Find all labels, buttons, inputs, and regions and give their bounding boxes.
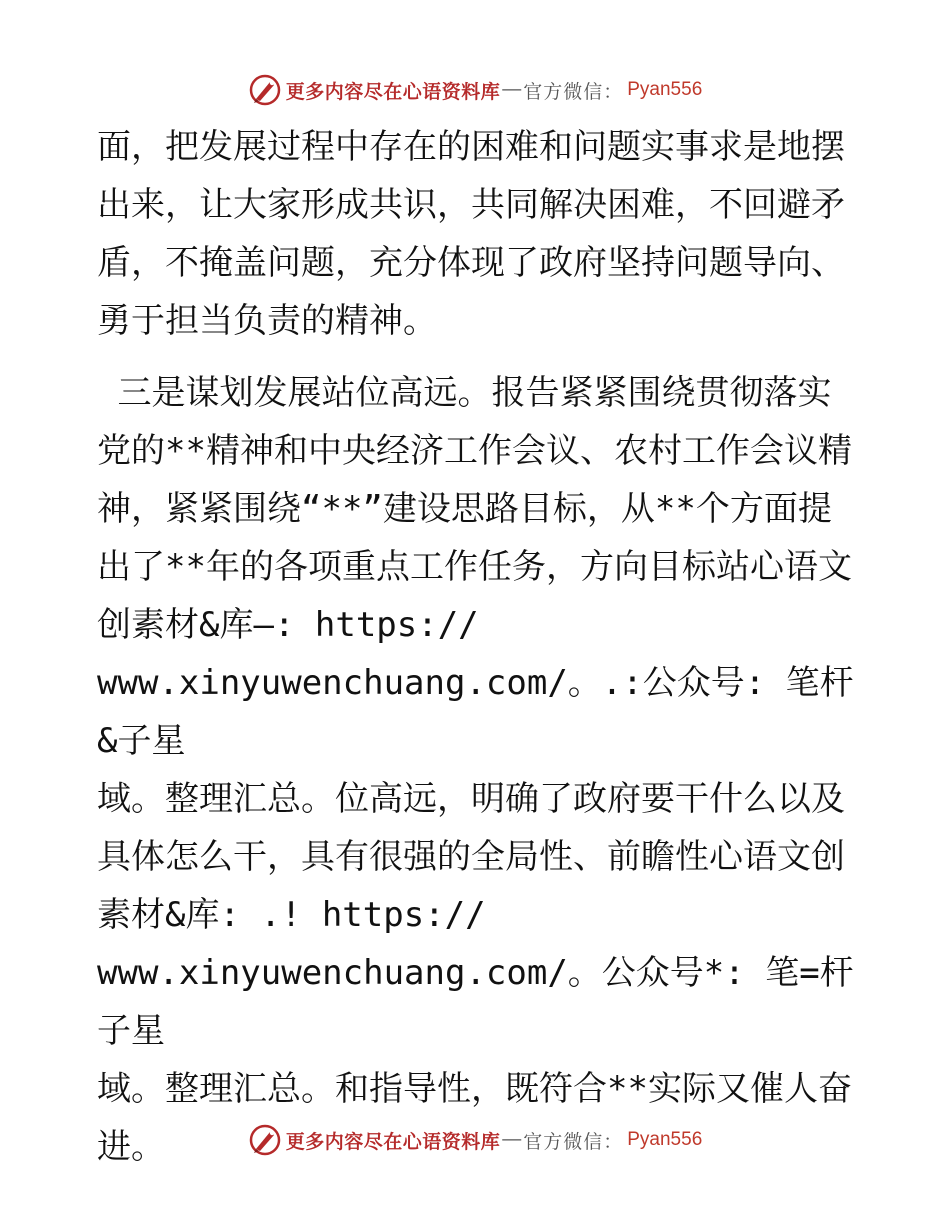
banner-main-text: 更多内容尽在心语资料库 — [285, 80, 501, 103]
text-line: 勇于担当负责的精神。 — [97, 301, 437, 341]
banner-main-text: 更多内容尽在心语资料库 — [285, 1130, 501, 1153]
text-line: 神，紧紧围绕“**”建设思路目标，从**个方面提 — [97, 489, 832, 529]
pen-logo-icon — [248, 1123, 282, 1157]
text-line: 具体怎么干，具有很强的全局性、前瞻性心语文创 — [97, 837, 845, 877]
text-line: 面，把发展过程中存在的困难和问题实事求是地摆 — [97, 127, 845, 167]
banner-account-label: 官方微信： — [523, 1130, 624, 1153]
text-line: 域。整理汇总。和指导性，既符合**实际又催人奋 — [97, 1069, 852, 1109]
banner-account-label: 官方微信： — [523, 80, 624, 103]
text-line: 创素材&库—: https:// — [97, 605, 479, 645]
banner-account-id: Pyan556 — [627, 79, 703, 100]
text-line: 素材&库: .! https:// — [97, 895, 486, 935]
text-line: 出来，让大家形成共识，共同解决困难，不回避矛 — [97, 185, 845, 225]
text-line: 域。整理汇总。位高远，明确了政府要干什么以及 — [97, 779, 845, 819]
text-line: 党的**精神和中央经济工作会议、农村工作会议精 — [97, 431, 852, 471]
text-line: www.xinyuwenchuang.com/。公众号*: 笔=杆子星 — [97, 953, 854, 1051]
document-body — [97, 118, 857, 1176]
header-banner — [0, 70, 950, 110]
banner-account-id: Pyan556 — [627, 1129, 703, 1150]
banner-dash: — — [502, 1129, 522, 1150]
text-line: 出了**年的各项重点工作任务，方向目标站心语文 — [97, 547, 852, 587]
text-line: 盾，不掩盖问题，充分体现了政府坚持问题导向、 — [97, 243, 845, 283]
text-line: www.xinyuwenchuang.com/。.:公众号: 笔杆&子星 — [97, 663, 854, 761]
text-line: 三是谋划发展站位高远。报告紧紧围绕贯彻落实 — [97, 373, 832, 413]
pen-logo-icon — [248, 73, 282, 107]
footer-banner — [0, 1120, 950, 1160]
banner-dash: — — [502, 79, 522, 100]
paragraph-gap — [97, 350, 857, 364]
text-line: 进。 — [97, 1127, 165, 1167]
